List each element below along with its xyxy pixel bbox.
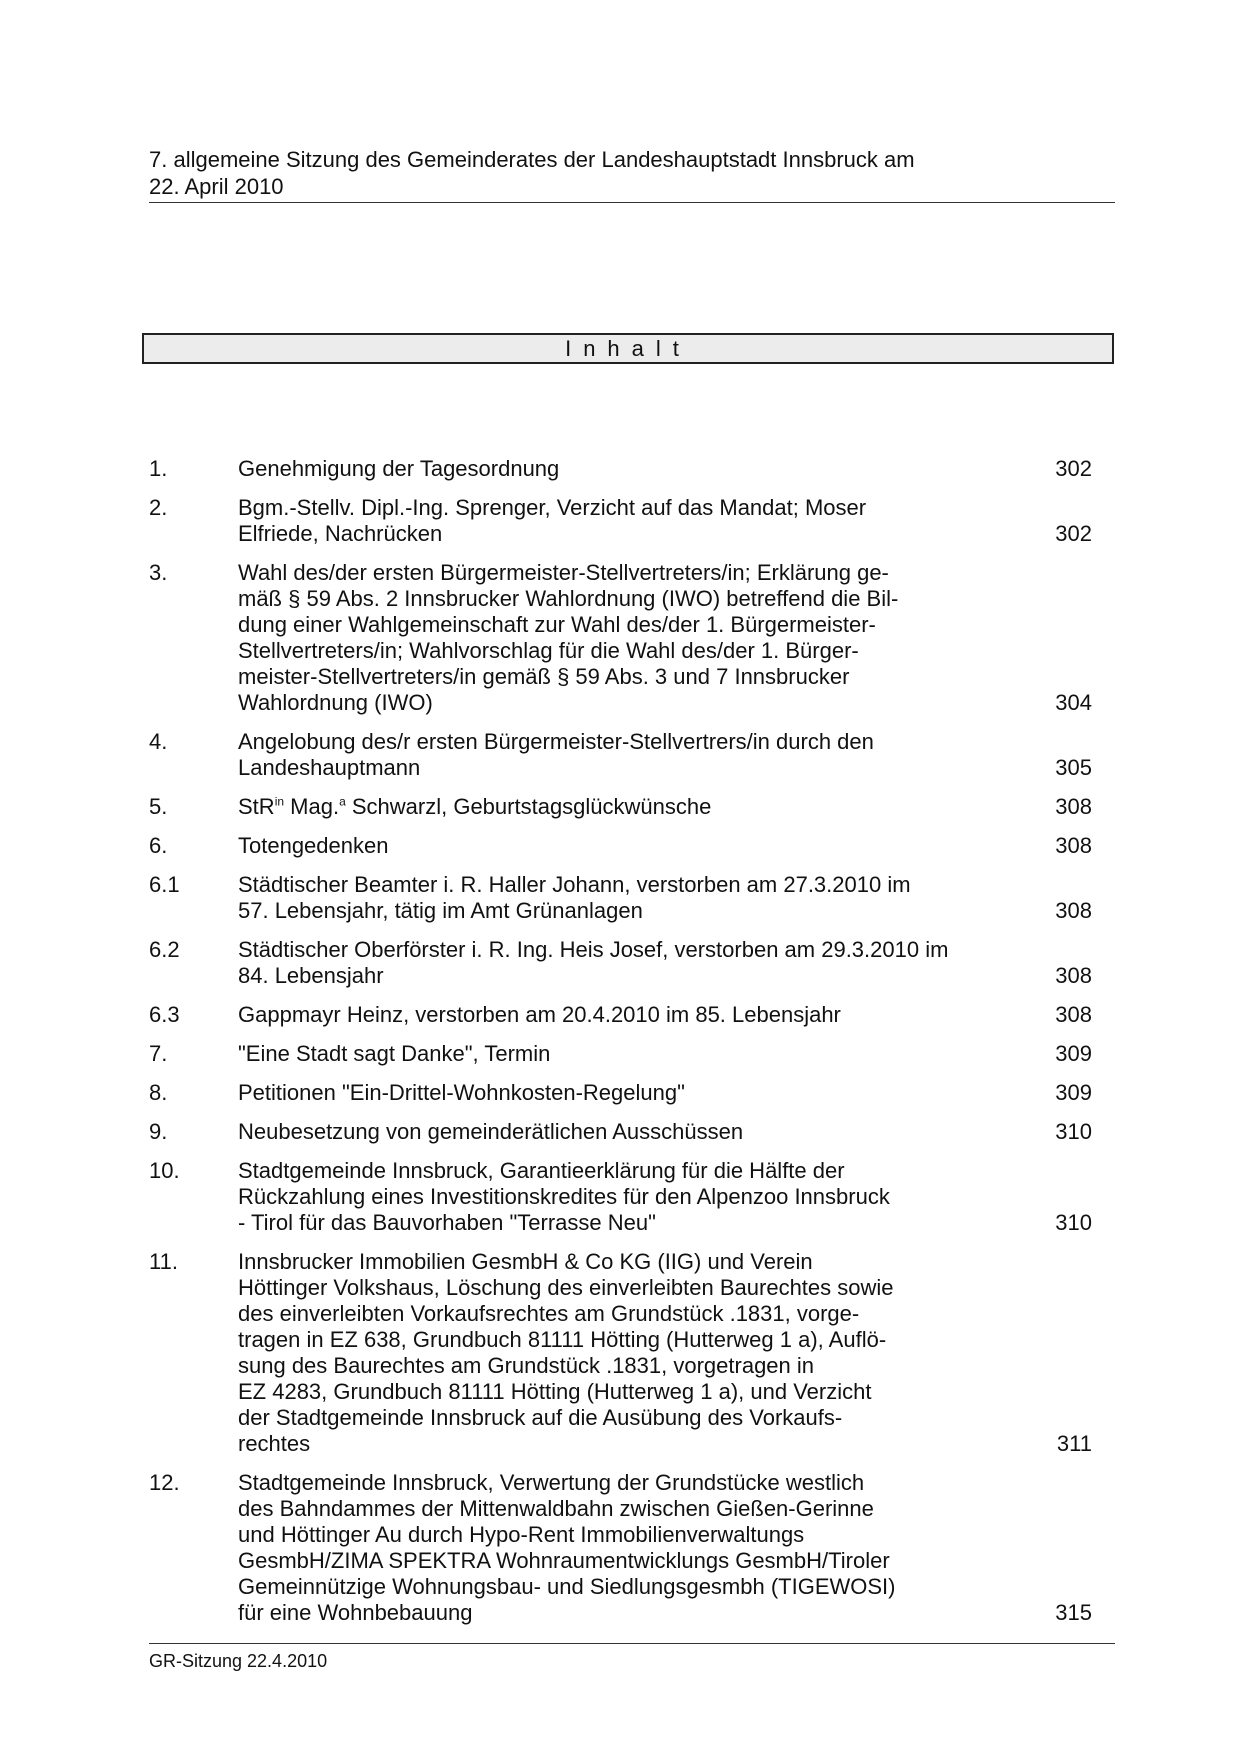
toc-item-number: 12. [149,1470,180,1495]
contents-title-box [142,333,1114,364]
toc-item-7[interactable] [149,1041,1109,1067]
toc-item-page: 308 [1055,833,1092,858]
toc-item-title: Petitionen "Ein-Drittel-Wohnkosten-Regelung" [238,1080,685,1105]
toc-item-page: 308 [1055,898,1092,923]
toc-item-page: 315 [1055,1600,1092,1625]
toc-item-page: 304 [1055,690,1092,715]
toc-item-6-3[interactable] [149,1002,1109,1028]
toc-item-title: Neubesetzung von gemeinderätlichen Ausschüssen [238,1119,744,1144]
toc-item-page: 308 [1055,794,1092,819]
toc-item-3[interactable] [149,560,1109,716]
toc-item-title: Genehmigung der Tagesordnung [238,456,560,481]
toc-item-number: 6.1 [149,872,180,897]
toc-item-page: 302 [1055,521,1092,546]
toc-item-number: 7. [149,1041,168,1066]
toc-item-9[interactable] [149,1119,1109,1145]
toc-item-page: 310 [1055,1210,1092,1235]
toc-item-number: 5. [149,794,168,819]
toc-item-4[interactable] [149,729,1109,781]
toc-item-title: Stadtgemeinde Innsbruck, Verwertung der Grundstücke westlich des Bahndammes der Mittenwaldbahn zwischen Gießen-Gerinne und Höttinger Au durch Hypo-Rent Immobilienverwaltungs GesmbH/ZIMA SPEKTRA Wohnraumentwicklungs GesmbH/Tiroler Gemeinnützige Wohnungsbau- und Siedlungsgesmbh (TIGEWOSI) für eine Wohnbebauung [238,1470,896,1625]
toc-item-12[interactable] [149,1470,1109,1626]
contents-title: Inhalt [565,336,691,361]
toc-item-title: Innsbrucker Immobilien GesmbH & Co KG (IIG) und Verein Höttinger Volkshaus, Löschung des einverleibten Baurechtes sowie des einverleibten Vorkaufsrechtes am Grundstück .1831, vorge- tragen in EZ 638, Grundbuch 81111 Hötting (Hutterweg 1 a), Auflö- sung des Baurechtes am Grundstück .1831, vorgetragen in EZ 4283, Grundbuch 81111 Hötting (Hutterweg 1 a), und Verzicht der Stadtgemeinde Innsbruck auf die Ausübung des Vorkaufs- rechtes [238,1249,894,1456]
toc-item-2[interactable] [149,495,1109,547]
toc-item-title: Angelobung des/r ersten Bürgermeister-Stellvertrers/in durch den Landeshauptmann [238,729,874,780]
toc-item-number: 1. [149,456,168,481]
toc-item-title: Totengedenken [238,833,389,858]
toc-item-page: 308 [1055,1002,1092,1027]
toc-item-title: "Eine Stadt sagt Danke", Termin [238,1041,551,1066]
page-footer: GR-Sitzung 22.4.2010 [149,1651,328,1671]
toc-item-page: 309 [1055,1080,1092,1105]
toc-item-number: 9. [149,1119,168,1144]
toc-item-title: Stadtgemeinde Innsbruck, Garantieerklärung für die Hälfte der Rückzahlung eines Investitionskredites für den Alpenzoo Innsbruck - Tirol für das Bauvorhaben "Terrasse Neu" [238,1158,890,1235]
toc-item-page: 305 [1055,755,1092,780]
toc-item-5[interactable] [149,794,1109,820]
toc-item-title: Gappmayr Heinz, verstorben am 20.4.2010 im 85. Lebensjahr [238,1002,841,1027]
toc-item-page: 308 [1055,963,1092,988]
document-header [149,146,1114,200]
toc-item-1[interactable] [149,456,1109,482]
toc-item-number: 11. [149,1249,178,1274]
superscript-in: in [274,794,285,809]
table-of-contents [149,456,1109,1639]
toc-item-6-2[interactable] [149,937,1109,989]
toc-item-page: 311 [1056,1431,1092,1456]
title-part-b: Mag. [284,794,340,819]
toc-item-number: 3. [149,560,168,585]
toc-item-number: 2. [149,495,168,520]
superscript-a: a [339,794,346,809]
toc-item-title: Städtischer Beamter i. R. Haller Johann, verstorben am 27.3.2010 im 57. Lebensjahr, tätig im Amt Grünanlagen [238,872,911,923]
toc-item-number: 6.3 [149,1002,180,1027]
toc-item-number: 6.2 [149,937,180,962]
toc-item-8[interactable] [149,1080,1109,1106]
toc-item-10[interactable] [149,1158,1109,1236]
toc-item-title: Städtischer Oberförster i. R. Ing. Heis Josef, verstorben am 29.3.2010 im 84. Lebensjahr [238,937,949,988]
footer-divider [149,1643,1115,1644]
toc-item-number: 10. [149,1158,180,1183]
title-part-a: StR [238,794,275,819]
toc-item-title: Wahl des/der ersten Bürgermeister-Stellvertreters/in; Erklärung ge- mäß § 59 Abs. 2 Innsbrucker Wahlordnung (IWO) betreffend die Bil- dung einer Wahlgemeinschaft zur Wahl des/der 1. Bürgermeister- Stellvertreters/in; Wahlvorschlag für die Wahl des/der 1. Bürger- meister-Stellvertreters/in gemäß § 59 Abs. 3 und 7 Innsbrucker Wahlordnung (IWO) [238,560,899,715]
toc-item-title [238,794,986,820]
header-line-2: 22. April 2010 [149,174,284,199]
toc-item-number: 6. [149,833,168,858]
toc-item-6[interactable] [149,833,1109,859]
toc-item-number: 4. [149,729,168,754]
toc-item-page: 302 [1055,456,1092,481]
toc-item-page: 310 [1055,1119,1092,1144]
toc-item-11[interactable] [149,1249,1109,1457]
toc-item-page: 309 [1055,1041,1092,1066]
title-part-c: Schwarzl, Geburtstagsglückwünsche [345,794,712,819]
header-divider [149,202,1115,203]
header-line-1: 7. allgemeine Sitzung des Gemeinderates der Landeshauptstadt Innsbruck am [149,147,915,172]
toc-item-number: 8. [149,1080,168,1105]
toc-item-title: Bgm.-Stellv. Dipl.-Ing. Sprenger, Verzicht auf das Mandat; Moser Elfriede, Nachrücken [238,495,867,546]
toc-item-6-1[interactable] [149,872,1109,924]
